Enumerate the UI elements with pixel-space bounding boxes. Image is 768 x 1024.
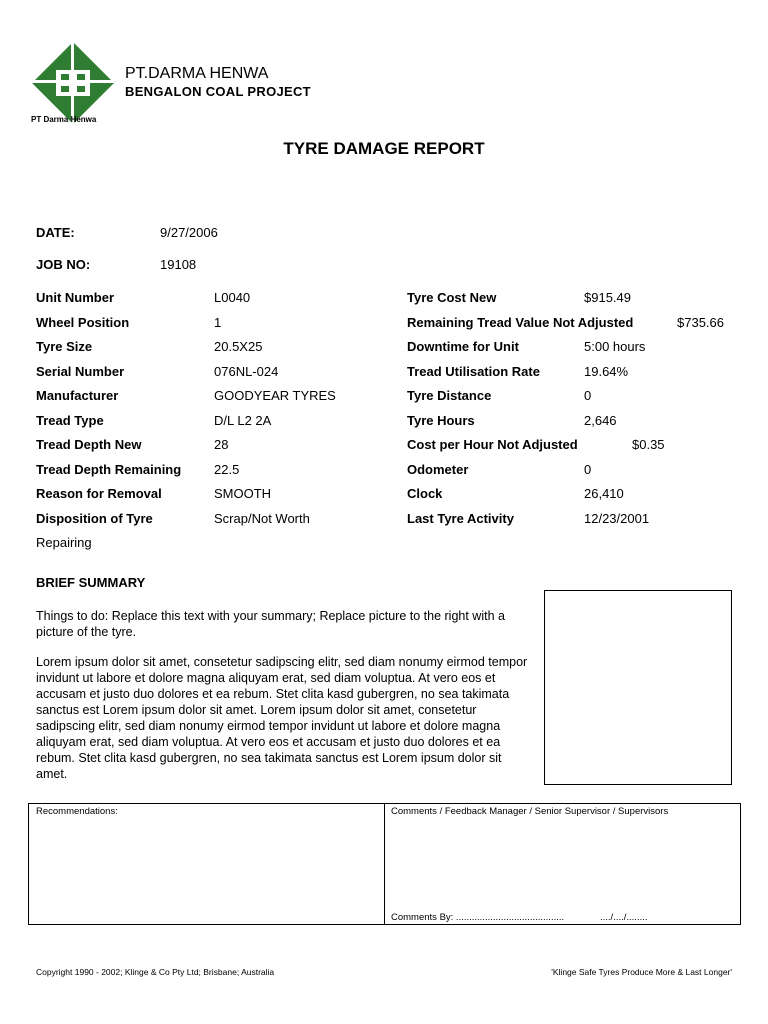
field-label: Odometer — [407, 462, 469, 477]
field-value: $915.49 — [584, 290, 631, 305]
field-value: GOODYEAR TYRES — [214, 388, 336, 403]
summary-text — [36, 608, 536, 796]
field-label: Disposition of Tyre — [36, 511, 153, 526]
field-value: 076NL-024 — [214, 364, 279, 379]
field-value: $0.35 — [632, 437, 665, 452]
table-divider — [384, 804, 385, 924]
field-value: D/L L2 2A — [214, 413, 272, 428]
comments-table — [28, 803, 741, 925]
field-label: Wheel Position — [36, 315, 130, 330]
field-value-overflow: Repairing — [36, 535, 92, 550]
report-title: TYRE DAMAGE REPORT — [283, 139, 485, 158]
field-label: Tread Depth Remaining — [36, 462, 182, 477]
summary-title: BRIEF SUMMARY — [36, 575, 146, 590]
field-value: L0040 — [214, 290, 251, 305]
field-value: Scrap/Not Worth — [214, 511, 310, 526]
field-label: Manufacturer — [36, 388, 119, 403]
field-value: 12/23/2001 — [584, 511, 650, 526]
field-label: Reason for Removal — [36, 486, 162, 501]
company-logo — [30, 40, 116, 126]
field-value: 26,410 — [584, 486, 624, 501]
field-value: 20.5X25 — [214, 339, 263, 354]
footer-slogan: 'Klinge Safe Tyres Produce More & Last Longer' — [551, 967, 732, 977]
comments-label: Comments / Feedback Manager / Senior Supervisor / Supervisors — [391, 806, 669, 817]
field-label: Tread Depth New — [36, 437, 142, 452]
summary-paragraph: Lorem ipsum dolor sit amet, consetetur sadipscing elitr, sed diam nonumy eirmod tempor invidunt ut labore et dolore magna aliquyam erat, sed diam voluptua. At vero eos et accusam et justo duo dolores et ea rebum. Stet clita kasd gubergren, no sea takimata sanctus est Lorem ipsum dolor sit amet. Lorem ipsum dolor sit amet, consetetur sadipscing elitr, sed diam nonumy eirmod tempor invidunt ut labore et dolore magna aliquyam erat, sed diam voluptua. At vero eos et accusam et justo duo dolores et ea rebum. Stet clita kasd gubergren, no sea takimata sanctus est Lorem ipsum dolor sit amet. — [36, 655, 528, 781]
field-value: 19.64% — [584, 364, 629, 379]
field-value: 0 — [584, 388, 592, 403]
company-name: PT.DARMA HENWA — [125, 65, 269, 82]
field-value: 2,646 — [584, 413, 617, 428]
field-label: Serial Number — [36, 364, 125, 379]
field-label: Unit Number — [36, 290, 114, 305]
date-value: 9/27/2006 — [160, 225, 218, 240]
field-value: 22.5 — [214, 462, 240, 477]
field-value: 28 — [214, 437, 229, 452]
field-label: Tyre Cost New — [407, 290, 497, 305]
field-value: $735.66 — [677, 315, 724, 330]
field-label: Tyre Distance — [407, 388, 492, 403]
field-value: 1 — [214, 315, 222, 330]
field-label: Tyre Size — [36, 339, 93, 354]
field-value: 0 — [584, 462, 592, 477]
field-label: Tyre Hours — [407, 413, 475, 428]
field-label: Tread Utilisation Rate — [407, 364, 540, 379]
date-label: DATE: — [36, 225, 75, 240]
field-label: Clock — [407, 486, 443, 501]
project-name: BENGALON COAL PROJECT — [125, 84, 311, 99]
recommendations-label: Recommendations: — [36, 806, 118, 817]
field-label: Remaining Tread Value Not Adjusted — [407, 315, 634, 330]
comments-by-field: Comments By: ......................................... — [391, 912, 565, 923]
field-value: SMOOTH — [214, 486, 272, 501]
comments-date-field: ..../..../........ — [600, 912, 648, 923]
footer-copyright: Copyright 1990 - 2002; Klinge & Co Pty Ltd; Brisbane; Australia — [36, 967, 275, 977]
job-value: 19108 — [160, 257, 197, 272]
logo-caption: PT Darma Henwa — [31, 115, 97, 124]
tyre-picture-placeholder — [544, 590, 732, 785]
field-label: Last Tyre Activity — [407, 511, 514, 526]
job-label: JOB NO: — [36, 257, 91, 272]
field-label: Tread Type — [36, 413, 104, 428]
field-label: Cost per Hour Not Adjusted — [407, 437, 578, 452]
field-value: 5:00 hours — [584, 339, 646, 354]
field-label: Downtime for Unit — [407, 339, 519, 354]
summary-paragraph: Things to do: Replace this text with your summary; Replace picture to the right with a picture of the tyre. — [36, 609, 505, 639]
